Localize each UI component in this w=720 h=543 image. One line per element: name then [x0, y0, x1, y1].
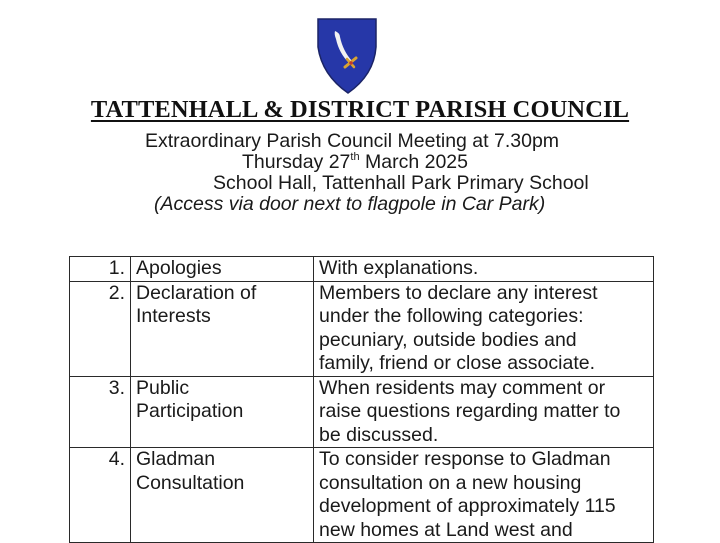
council-title-text: TATTENHALL & DISTRICT PARISH COUNCIL — [90, 96, 630, 123]
access-note: (Access via door next to flagpole in Car Park) — [154, 193, 546, 215]
agenda-item-description — [314, 257, 654, 282]
agenda-row — [70, 281, 654, 376]
date-prefix: Thursday 27 — [242, 151, 351, 173]
agenda-item-title — [131, 281, 314, 376]
agenda-item-number: 4. — [70, 448, 131, 543]
agenda-item-title — [131, 257, 314, 282]
agenda-item-description-line: To consider response to Gladman — [319, 448, 611, 470]
agenda-item-title — [131, 376, 314, 448]
agenda-item-title-line: Gladman — [136, 448, 216, 470]
meeting-title: Extraordinary Parish Council Meeting at 7.30pm — [145, 130, 560, 152]
agenda-item-description-line: under the following categories: — [319, 305, 584, 327]
agenda-item-title-line: Consultation — [136, 471, 245, 494]
agenda-item-number: 2. — [70, 281, 131, 376]
agenda-item-title-line: Public — [136, 376, 190, 399]
meeting-venue: School Hall, Tattenhall Park Primary School — [213, 172, 589, 194]
date-ordinal: th — [350, 151, 360, 163]
agenda-table — [69, 256, 654, 543]
agenda-row — [70, 376, 654, 448]
agenda-item-description-line: development of approximately 115 — [319, 495, 616, 517]
parish-crest-icon — [316, 17, 378, 95]
date-rest: March 2025 — [359, 151, 468, 173]
agenda-row — [70, 257, 654, 282]
agenda-item-description-line: family, friend or close associate. — [319, 352, 595, 374]
agenda-item-description-line: raise questions regarding matter to — [319, 400, 621, 422]
agenda-item-description-line: consultation on a new housing — [319, 471, 582, 494]
agenda-item-title-line: Participation — [136, 400, 244, 422]
meeting-date — [242, 151, 468, 173]
agenda-row — [70, 448, 654, 543]
agenda-item-title-line: Interests — [136, 305, 211, 327]
agenda-item-number: 3. — [70, 376, 131, 448]
agenda-item-description — [314, 448, 654, 543]
agenda-item-description-line: new homes at Land west and — [319, 518, 573, 541]
agenda-item-description — [314, 376, 654, 448]
council-title — [0, 96, 720, 124]
agenda-item-title — [131, 448, 314, 543]
agenda-item-number: 1. — [70, 257, 131, 282]
agenda-item-description-line: With explanations. — [319, 257, 479, 279]
agenda-item-description-line: Members to declare any interest — [319, 281, 598, 304]
agenda-item-description-line: be discussed. — [319, 423, 439, 446]
agenda-item-title-line: Apologies — [136, 257, 222, 279]
agenda-item-description-line: pecuniary, outside bodies and — [319, 328, 577, 351]
agenda-item-title-line: Declaration of — [136, 281, 257, 304]
agenda-item-description — [314, 281, 654, 376]
agenda-item-description-line: When residents may comment or — [319, 376, 606, 399]
